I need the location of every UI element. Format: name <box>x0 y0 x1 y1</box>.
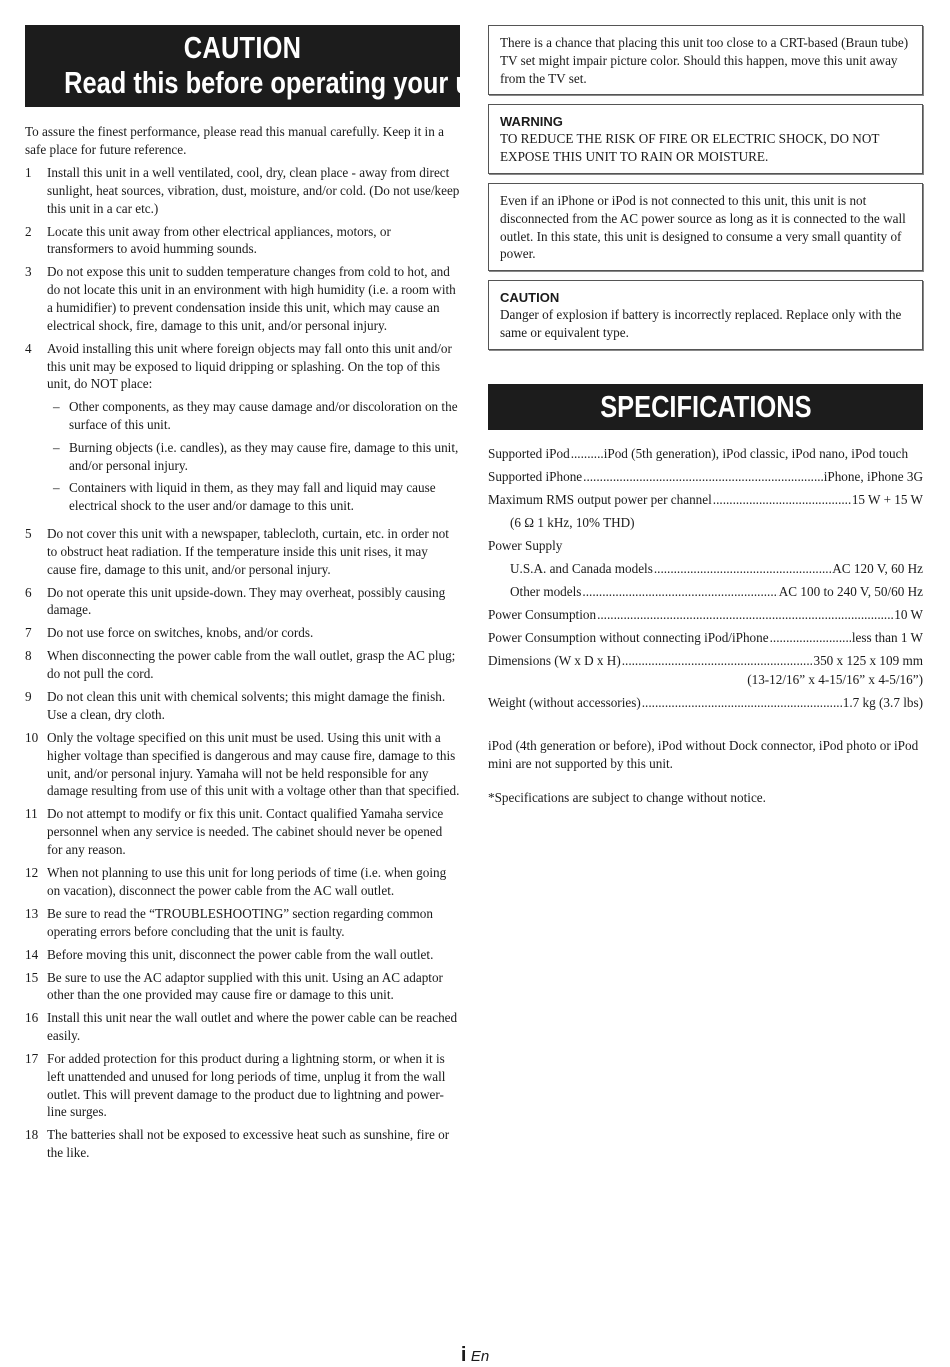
warning-text: TO REDUCE THE RISK OF FIRE OR ELECTRIC SHOCK, DO NOT EXPOSE THIS UNIT TO RAIN OR MOISTURE. <box>500 131 880 165</box>
spec-power-consumption-standby: Power Consumption without connecting iPod/iPhone ..... less than 1 W <box>488 629 923 652</box>
list-item: 2 Locate this unit away from other electrical appliances, motors, or transformers to avoid humming sounds. <box>25 223 391 257</box>
caution-subtitle: Read this before operating your unit. <box>64 65 510 100</box>
left-column <box>25 25 510 1167</box>
spec-weight: Weight (without accessories) ..... 1.7 kg (3.7 lbs) <box>488 694 923 717</box>
spec-dimensions: Dimensions (W x D x H) ..... 350 x 125 x 109 mm <box>488 652 923 675</box>
warning-box <box>488 104 923 174</box>
change-note: *Specifications are subject to change without notice. <box>488 790 766 806</box>
sub-list-item: – Other components, as they may cause damage and/or discoloration on the surface of this unit. <box>53 399 458 432</box>
list-item: 16 Install this unit near the wall outlet and where the power cable can be reached easily. <box>25 1010 458 1044</box>
page-footer <box>0 1344 950 1367</box>
spec-rms-condition: (6 Ω 1 kHz, 10% THD) <box>510 514 635 530</box>
list-item: 13 Be sure to read the “TROUBLESHOOTING” section regarding common operating errors before concluding that the unit is faulty. <box>25 905 433 939</box>
specifications-list <box>488 445 923 717</box>
list-item: 18 The batteries shall not be exposed to excessive heat such as sunshine, fire or the like. <box>25 1127 450 1161</box>
battery-caution-text: Danger of explosion if battery is incorrectly replaced. Replace only with the same or equivalent type. <box>500 307 902 340</box>
list-item: 11 Do not attempt to modify or fix this unit. Contact qualified Yamaha service personnel when any service is needed. The cabinet should never be opened for any reason. <box>25 806 444 857</box>
list-item: 15 Be sure to use the AC adaptor supplied with this unit. Using an AC adaptor other than the one provided may cause fire or damage to this unit. <box>25 969 443 1003</box>
spec-rms-output: Maximum RMS output power per channel ..... 15 W + 15 W <box>488 491 923 514</box>
crt-notice-text: There is a chance that placing this unit too close to a CRT-based (Braun tube) TV set might impair picture color. Should this happen, move this unit away from the TV set. <box>500 35 909 86</box>
spec-power-consumption: Power Consumption ..... 10 W <box>488 606 923 629</box>
list-item: 12 When not planning to use this unit for long periods of time (i.e. when going on vacation), disconnect the power cable from the AC wall outlet. <box>25 864 447 898</box>
crt-notice-box <box>488 25 923 95</box>
power-notice-box <box>488 183 923 271</box>
list-item: 7 Do not use force on switches, knobs, and/or cords. <box>25 625 314 641</box>
list-item: 8 When disconnecting the power cable from the wall outlet, grasp the AC plug; do not pull the cord. <box>25 648 456 682</box>
list-item: 6 Do not operate this unit upside-down. They may overheat, possibly causing damage. <box>25 584 446 618</box>
spec-supported-iphone: Supported iPhone ..... iPhone, iPhone 3G <box>488 468 923 491</box>
list-item: 10 Only the voltage specified on this unit must be used. Using this unit with a higher voltage than specified is dangerous and may cause fire, damage to this unit, and/or personal injury. Yamaha will not be held responsible for any damage resulting from use of this unit with a voltage other than that specified. <box>25 730 460 799</box>
power-notice-text: Even if an iPhone or iPod is not connected to this unit, this unit is not disconnected from the AC power source as long as it is connected to the wall outlet. In this state, this unit is designed to consume a very small quantity of power. <box>500 192 906 262</box>
list-item: 5 Do not cover this unit with a newspaper, tablecloth, curtain, etc. in order not to obstruct heat radiation. If the temperature inside this unit rises, it may cause fire, damage to this unit, and/or personal injury. <box>25 526 449 577</box>
right-column <box>488 25 923 807</box>
spec-dimensions-inch: (13-12/16” x 4-15/16” x 4-5/16”) <box>747 671 923 687</box>
sub-list-item: – Containers with liquid in them, as they may fall and liquid may cause electrical shock to the user and/or damage to this unit. <box>53 480 436 514</box>
sub-list-item: – Burning objects (i.e. candles), as they may cause fire, damage to this unit, and/or personal injury. <box>53 439 459 473</box>
intro-text: To assure the finest performance, please read this manual carefully. Keep it in a safe place for future reference. <box>25 124 444 157</box>
spec-supported-ipod: Supported iPod ..... iPod (5th generation), iPod classic, iPod nano, iPod touch <box>488 445 923 468</box>
list-item-text: Avoid installing this unit where foreign objects may fall onto this unit and/or this unit may be exposed to liquid dripping or splashing. On the top of this unit, do NOT place: <box>47 340 452 392</box>
list-item: 17 For added protection for this product during a lightning storm, or when it is left unattended and unused for long periods of time, unplug it from the wall outlet. This will prevent damage to the product due to lightning and power-line surges. <box>25 1051 446 1120</box>
unsupported-note: iPod (4th generation or before), iPod without Dock connector, iPod photo or iPod mini are not supported by this unit. <box>488 737 919 771</box>
list-item: 4 Avoid installing this unit where foreign objects may fall onto this unit and/or this unit may be exposed to liquid dripping or splashing. On the top of this unit, do NOT place: – Other components, as they may cause damage and/or discoloration on the surface of this unit. – Burning objects (i.e. candles), as they may cause fire, damage to this unit, and/or personal injury. – Containers with liquid in them, as they may fall and liquid may cause electrical shock to the user and/or damage to this unit. <box>25 340 459 514</box>
warning-title: WARNING <box>500 114 563 130</box>
spec-usa-canada: U.S.A. and Canada models ..... AC 120 V, 60 Hz <box>488 560 923 583</box>
specifications-banner <box>488 384 923 430</box>
spec-other-models: Other models ..... AC 100 to 240 V, 50/60 Hz <box>488 583 923 606</box>
spec-power-supply: Power Supply <box>488 537 563 553</box>
list-item: 1 Install this unit in a well ventilated, cool, dry, clean place - away from direct sunlight, heat sources, vibration, dust, moisture, and/or cold. (Do not use/keep this unit in a car etc.) <box>25 165 460 216</box>
list-item: 9 Do not clean this unit with chemical solvents; this might damage the finish. Use a clean, dry cloth. <box>25 689 446 723</box>
caution-list <box>25 164 460 1162</box>
language-code: En <box>470 1348 490 1365</box>
sub-list <box>47 398 460 515</box>
specifications-title: SPECIFICATIONS <box>599 388 812 424</box>
list-item: 3 Do not expose this unit to sudden temperature changes from cold to hot, and do not locate this unit in an environment with high humidity (i.e. a room with a humidifier) to prevent condensation inside this unit, which may cause an electrical shock, fire, damage to this unit, and/or personal injury. <box>25 264 456 333</box>
page-number: i <box>460 1344 467 1366</box>
caution-title: CAUTION <box>183 30 302 65</box>
caution-banner <box>25 25 510 107</box>
list-item: 14 Before moving this unit, disconnect the power cable from the wall outlet. <box>25 946 434 962</box>
battery-caution-title: CAUTION <box>500 290 560 306</box>
battery-caution-box <box>488 280 923 350</box>
